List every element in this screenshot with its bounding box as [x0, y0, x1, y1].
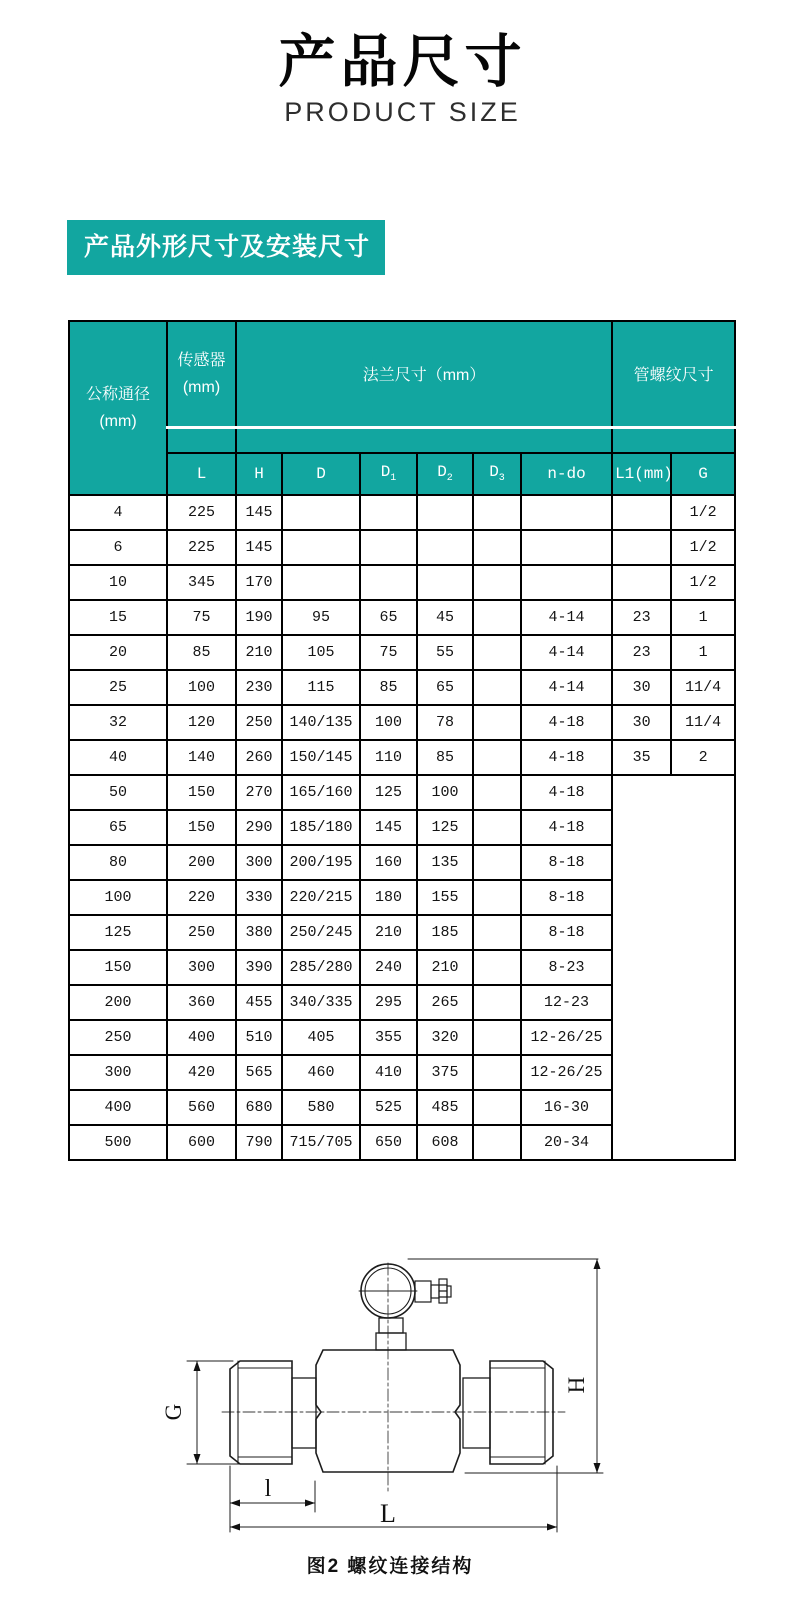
- table-cell: 1: [671, 600, 735, 635]
- table-cell: 100: [69, 880, 167, 915]
- table-cell: [473, 495, 521, 530]
- table-cell: 295: [360, 985, 417, 1020]
- table-cell: 375: [417, 1055, 473, 1090]
- table-cell: [360, 495, 417, 530]
- table-cell: 580: [282, 1090, 360, 1125]
- table-cell: 790: [236, 1125, 282, 1160]
- table-cell: 23: [612, 635, 671, 670]
- table-cell: 140/135: [282, 705, 360, 740]
- dimension-l-total: [230, 1466, 557, 1532]
- table-cell: [473, 565, 521, 600]
- table-cell: 160: [360, 845, 417, 880]
- table-cell: 30: [612, 705, 671, 740]
- table-cell: 35: [612, 740, 671, 775]
- right-connector: [463, 1361, 553, 1464]
- table-cell: 6: [69, 530, 167, 565]
- table-subheader-row: [69, 453, 735, 495]
- table-cell: 125: [69, 915, 167, 950]
- table-cell: 210: [360, 915, 417, 950]
- table-cell: 210: [236, 635, 282, 670]
- table-cell: [282, 565, 360, 600]
- table-cell: 125: [360, 775, 417, 810]
- table-body: [69, 495, 735, 1160]
- header-sensor: [167, 321, 236, 427]
- table-cell: 150: [167, 775, 236, 810]
- table-cell: 165/160: [282, 775, 360, 810]
- table-cell: 340/335: [282, 985, 360, 1020]
- table-cell: 410: [360, 1055, 417, 1090]
- table-cell: 4-18: [521, 740, 612, 775]
- table-cell: 150: [167, 810, 236, 845]
- table-cell: 20-34: [521, 1125, 612, 1160]
- table-cell: 78: [417, 705, 473, 740]
- table-cell: 100: [167, 670, 236, 705]
- table-cell: 510: [236, 1020, 282, 1055]
- table-cell: 11/4: [671, 705, 735, 740]
- header-sensor-unit: (mm): [182, 378, 221, 396]
- header-nominal-unit: (mm): [99, 413, 137, 430]
- table-cell: 75: [167, 600, 236, 635]
- table-cell: 485: [417, 1090, 473, 1125]
- table-cell: 15: [69, 600, 167, 635]
- table-cell: 110: [360, 740, 417, 775]
- table-cell: 20: [69, 635, 167, 670]
- table-cell: 145: [236, 495, 282, 530]
- table-cell: 120: [167, 705, 236, 740]
- table-cell: 330: [236, 880, 282, 915]
- table-cell: 150: [69, 950, 167, 985]
- figure-2: [155, 1235, 645, 1545]
- table-cell: 12-26/25: [521, 1055, 612, 1090]
- table-cell: 125: [417, 810, 473, 845]
- table-cell: 250: [236, 705, 282, 740]
- table-cell: 250: [167, 915, 236, 950]
- table-cell: 65: [69, 810, 167, 845]
- table-cell: 400: [69, 1090, 167, 1125]
- table-cell: 50: [69, 775, 167, 810]
- table-cell: 608: [417, 1125, 473, 1160]
- table-cell: 420: [167, 1055, 236, 1090]
- table-cell: 8-23: [521, 950, 612, 985]
- table-cell: 230: [236, 670, 282, 705]
- table-cell: 240: [360, 950, 417, 985]
- table-cell: 45: [417, 600, 473, 635]
- table-cell: 4-14: [521, 600, 612, 635]
- table-cell: 190: [236, 600, 282, 635]
- table-cell: 680: [236, 1090, 282, 1125]
- table-cell: [473, 845, 521, 880]
- table-row: [69, 495, 735, 530]
- subheader-l1-mm-: L1(mm): [612, 453, 671, 495]
- table-cell: 560: [167, 1090, 236, 1125]
- table-cell: 55: [417, 635, 473, 670]
- label-l-total: L: [380, 1499, 396, 1528]
- table-cell: 85: [167, 635, 236, 670]
- table-cell: 4-14: [521, 670, 612, 705]
- dimension-l-small: [230, 1466, 315, 1532]
- table-cell: 650: [360, 1125, 417, 1160]
- table-cell: 105: [282, 635, 360, 670]
- header-nominal-label: 公称通径: [85, 385, 150, 403]
- table-cell: [473, 810, 521, 845]
- subheader-l: L: [167, 453, 236, 495]
- section-banner-label: 产品外形尺寸及安装尺寸: [84, 233, 371, 261]
- header-spacer-row: [69, 427, 735, 453]
- table-cell: 265: [417, 985, 473, 1020]
- subheader-n-do: n-do: [521, 453, 612, 495]
- threaded-connection-diagram: [155, 1235, 645, 1545]
- table-cell: 16-30: [521, 1090, 612, 1125]
- table-cell: [473, 985, 521, 1020]
- table-cell: [282, 495, 360, 530]
- label-g: G: [161, 1403, 186, 1421]
- table-cell: 300: [69, 1055, 167, 1090]
- table-cell: [473, 705, 521, 740]
- table-cell: 185/180: [282, 810, 360, 845]
- table-cell: 250: [69, 1020, 167, 1055]
- table-cell: 320: [417, 1020, 473, 1055]
- table-cell: 135: [417, 845, 473, 880]
- table-cell: 225: [167, 495, 236, 530]
- table-cell: 40: [69, 740, 167, 775]
- header-spacer-cell: [167, 427, 236, 453]
- table-cell: 75: [360, 635, 417, 670]
- subheader-d1: $D_1$: [360, 453, 417, 495]
- table-cell: [473, 635, 521, 670]
- table-cell: 100: [360, 705, 417, 740]
- dimension-h: [408, 1259, 603, 1473]
- subheader-d3: $D_3$: [473, 453, 521, 495]
- table-cell: 100: [417, 775, 473, 810]
- table-cell: 220/215: [282, 880, 360, 915]
- table-row: [69, 565, 735, 600]
- subheader-h: H: [236, 453, 282, 495]
- table-cell: 8-18: [521, 845, 612, 880]
- table-cell: 200: [167, 845, 236, 880]
- table-cell: 11/4: [671, 670, 735, 705]
- table-cell: 200/195: [282, 845, 360, 880]
- table-cell: 32: [69, 705, 167, 740]
- table-cell: 170: [236, 565, 282, 600]
- header-spacer-cell: [236, 427, 612, 453]
- table-cell: 1: [671, 635, 735, 670]
- table-cell: [612, 530, 671, 565]
- table-cell: [521, 495, 612, 530]
- page-title: 产品尺寸: [278, 30, 527, 94]
- table-row: [69, 670, 735, 705]
- table-cell: 80: [69, 845, 167, 880]
- table-cell: 180: [360, 880, 417, 915]
- centerlines: [222, 1263, 565, 1492]
- subheader-d: D: [282, 453, 360, 495]
- table-row: [69, 600, 735, 635]
- header-flange-size: 法兰尺寸（mm）: [236, 321, 612, 427]
- table-cell: 200: [69, 985, 167, 1020]
- table-cell: [473, 600, 521, 635]
- table-cell: 8-18: [521, 915, 612, 950]
- table-cell: 220: [167, 880, 236, 915]
- table-cell: 85: [360, 670, 417, 705]
- table-header-row: [69, 321, 735, 427]
- table-row: [69, 635, 735, 670]
- subheader-d2: $D_2$: [417, 453, 473, 495]
- left-connector: [230, 1361, 316, 1464]
- table-cell: 290: [236, 810, 282, 845]
- table-cell: 500: [69, 1125, 167, 1160]
- table-cell: 185: [417, 915, 473, 950]
- table-cell: 345: [167, 565, 236, 600]
- table-cell: [360, 565, 417, 600]
- table-cell: [612, 495, 671, 530]
- table-cell: 23: [612, 600, 671, 635]
- table-cell: 355: [360, 1020, 417, 1055]
- table-cell: [473, 1020, 521, 1055]
- table-cell: [417, 495, 473, 530]
- table-cell: [473, 950, 521, 985]
- subheader-g: G: [671, 453, 735, 495]
- table-cell: 155: [417, 880, 473, 915]
- transmitter-head: [359, 1264, 451, 1350]
- table-cell: 1/2: [671, 565, 735, 600]
- section-banner: [67, 220, 385, 275]
- table-cell: 525: [360, 1090, 417, 1125]
- table-cell: 260: [236, 740, 282, 775]
- table-cell: [360, 530, 417, 565]
- table-cell: 4-18: [521, 775, 612, 810]
- table-cell: 270: [236, 775, 282, 810]
- table-cell: 565: [236, 1055, 282, 1090]
- table-cell: [473, 1055, 521, 1090]
- table-cell: [282, 530, 360, 565]
- table-cell: 4: [69, 495, 167, 530]
- table-cell: 405: [282, 1020, 360, 1055]
- table-cell: [417, 530, 473, 565]
- table-cell: 25: [69, 670, 167, 705]
- cable-gland: [415, 1279, 451, 1303]
- table-row: [69, 740, 735, 775]
- table-cell: [612, 565, 671, 600]
- table-cell: [521, 565, 612, 600]
- table-cell: 600: [167, 1125, 236, 1160]
- table-cell: 390: [236, 950, 282, 985]
- table-cell: 300: [236, 845, 282, 880]
- table-cell: 455: [236, 985, 282, 1020]
- label-h: H: [564, 1376, 589, 1394]
- table-cell: [417, 565, 473, 600]
- table-cell: 210: [417, 950, 473, 985]
- header-spacer-cell: [612, 427, 735, 453]
- table-row: [69, 705, 735, 740]
- header-sensor-label: 传感器: [177, 351, 226, 369]
- table-cell: 285/280: [282, 950, 360, 985]
- table-cell: [473, 775, 521, 810]
- dimensions-table: [68, 320, 736, 1161]
- table-cell: 12-26/25: [521, 1020, 612, 1055]
- page-subtitle: PRODUCT SIZE: [284, 97, 521, 127]
- table-cell: 4-14: [521, 635, 612, 670]
- merged-empty-cell: [612, 775, 735, 1160]
- figure-caption: 图2 螺纹连接结构: [306, 1556, 474, 1577]
- table-cell: 85: [417, 740, 473, 775]
- table-cell: 400: [167, 1020, 236, 1055]
- table-cell: 225: [167, 530, 236, 565]
- table-cell: 8-18: [521, 880, 612, 915]
- table-cell: 30: [612, 670, 671, 705]
- table-cell: 460: [282, 1055, 360, 1090]
- header-nominal-diameter: [69, 321, 167, 495]
- table-cell: 145: [236, 530, 282, 565]
- table-cell: 380: [236, 915, 282, 950]
- table-cell: [473, 1090, 521, 1125]
- table-row: [69, 530, 735, 565]
- label-l-small: l: [264, 1476, 272, 1502]
- table-cell: [521, 530, 612, 565]
- table-cell: 150/145: [282, 740, 360, 775]
- table-cell: 10: [69, 565, 167, 600]
- table-cell: [473, 740, 521, 775]
- table-cell: 115: [282, 670, 360, 705]
- table-cell: 2: [671, 740, 735, 775]
- table-cell: 715/705: [282, 1125, 360, 1160]
- table-cell: 65: [417, 670, 473, 705]
- table-cell: 145: [360, 810, 417, 845]
- table-cell: 65: [360, 600, 417, 635]
- table-cell: 12-23: [521, 985, 612, 1020]
- table-cell: 4-18: [521, 705, 612, 740]
- table-row: [69, 775, 735, 810]
- header-pipe-thread-size: 管螺纹尺寸: [612, 321, 735, 427]
- dimension-g: [161, 1361, 241, 1464]
- table-cell: [473, 880, 521, 915]
- table-cell: 300: [167, 950, 236, 985]
- table-cell: 95: [282, 600, 360, 635]
- table-cell: 360: [167, 985, 236, 1020]
- table-cell: [473, 530, 521, 565]
- table-cell: 4-18: [521, 810, 612, 845]
- table-cell: [473, 915, 521, 950]
- table-cell: [473, 670, 521, 705]
- table-cell: [473, 1125, 521, 1160]
- table-cell: 250/245: [282, 915, 360, 950]
- table-cell: 1/2: [671, 530, 735, 565]
- table-cell: 140: [167, 740, 236, 775]
- table-cell: 1/2: [671, 495, 735, 530]
